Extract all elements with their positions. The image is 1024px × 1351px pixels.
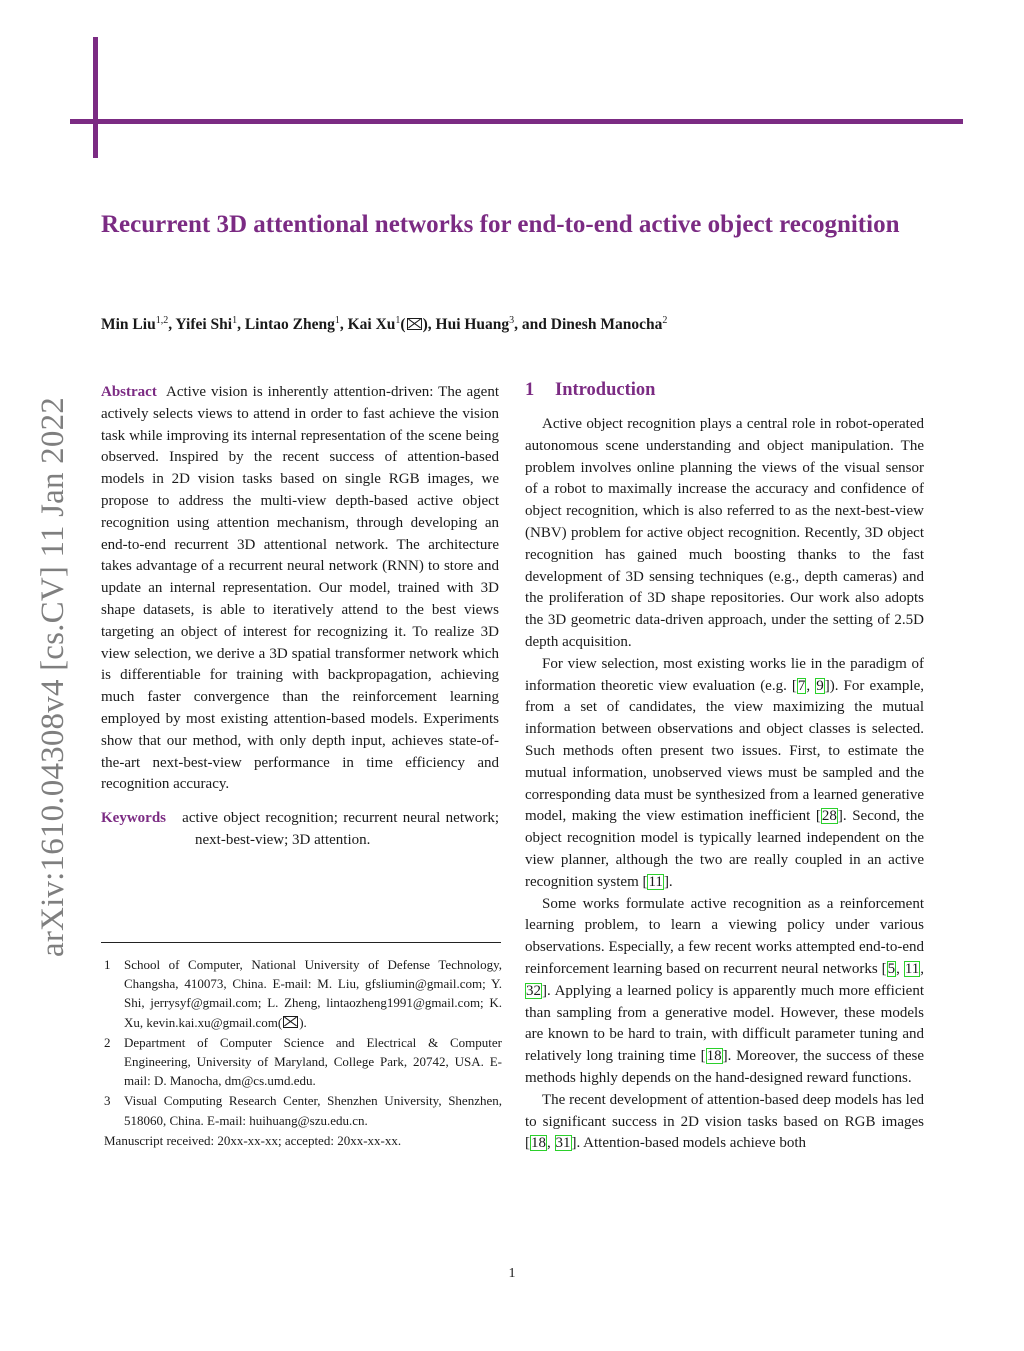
author-affil: 3: [509, 315, 515, 326]
author-name: Min Liu: [101, 316, 156, 334]
keywords-label: Keywords: [101, 810, 166, 827]
envelope-icon: [407, 318, 422, 330]
footnote-item: [104, 1033, 502, 1091]
citation-link[interactable]: 5: [887, 960, 896, 977]
citation-link[interactable]: 18: [531, 1135, 546, 1152]
author-name: Dinesh Manocha: [550, 316, 663, 334]
intro-paragraph-3: Some works formulate active recognition as a reinforcement learning problem, to learn a viewing policy under various observations. Especially, a few recent works attempted end-to-end reinforcement learning based on recurrent neural networks [5, 11, 32]. Applying a learned policy is apparently much more efficient than sampling from a generative model. However, these models are known to be hard to train, with difficult parameter tuning and relatively long training time [18]. Moreover, the success of these methods highly depends on the hand-designed reward functions.: [525, 895, 925, 1086]
intro-paragraph-1: Active object recognition plays a central role in robot-operated autonomous scene understanding and object manipulation. The problem involves online planning the views of the visual sensor of a robot to maximally increase the accuracy and confidence of object recognition, which is also referred to as the next-best-view (NBV) problem for active object recognition. Recently, 3D object recognition has gained much boosting thanks to the fast development of 3D sensing techniques (e.g., depth cameras) and the proliferation of 3D shape repositories. Our work also adopts the 3D geometric data-driven approach, under the setting of 2.5D depth acquisition.: [525, 416, 924, 650]
abstract-text: Active vision is inherently attention-driven: The agent actively selects views to attend in order to fast achieve the vision task while improving its internal representation of the scene being observed. Inspired by the recent success of attention-based models in 2D vision tasks based on single RGB images, we propose to address the multi-view depth-based active object recognition using attention mechanism, through developing an end-to-end recurrent 3D attentional network. The architecture takes advantage of a recurrent neural network (RNN) to store and update an internal representation. Our model, trained with 3D shape datasets, is able to iteratively attend to the best views targeting an object of interest for recognizing it. To realize 3D view selection, we derive a 3D spatial transformer network which is differentiable for training with backpropagation, achieving much faster convergence than the reinforcement learning employed by most existing attention-based models. Experiments show that our method, with only depth input, achieves state-of-the-art next-best-view performance in time efficiency and recognition accuracy.: [101, 384, 499, 793]
author-affil: 2: [662, 315, 668, 326]
section-heading: [525, 378, 924, 402]
footnote-number: 3: [104, 1093, 111, 1109]
keywords: [101, 808, 499, 852]
author-name: Hui Huang: [435, 316, 510, 334]
paper-title: Recurrent 3D attentional networks for end-to-end active object recognition: [101, 211, 900, 238]
citation-link[interactable]: 32: [526, 982, 541, 999]
footnote-item: [104, 1091, 502, 1129]
author-list: Min Liu$^{1,2}$, Yifei Shi$^1$, Lintao Zheng$^1$, Kai Xu$^1$( ), Hui Huang$^3$, and Dinesh Manocha$^2$: [101, 315, 668, 334]
decor-vertical-bar: [93, 37, 98, 158]
footnote-number: 1: [104, 957, 111, 972]
author-affil: 1: [232, 315, 238, 326]
author-affil: 1,2: [155, 315, 169, 326]
footnote-rule: [101, 942, 501, 943]
left-column: [101, 382, 499, 852]
author-name: Lintao Zheng: [244, 316, 335, 334]
arxiv-stamp: arXiv:1610.04308v4 [cs.CV] 11 Jan 2022: [35, 397, 71, 957]
author-name: Yifei Shi: [175, 316, 233, 334]
intro-paragraph-2: For view selection, most existing works lie in the paradigm of information theoretic view evaluation (e.g. [7, 9]). For example, from a set of candidates, the view maximizing the mutual information between observations and object classes is selected. Such methods often present two issues. First, to estimate the mutual information, unobserved views must be sampled and the corresponding data must be synthesized from a learned generative model, making the view estimation inefficient [28]. Second, the object recognition model is typically learned independent on the view planner, although the two are really coupled in an active recognition system [11].: [525, 655, 925, 890]
page-number: 1: [508, 1266, 516, 1281]
author-name: Kai Xu: [347, 316, 396, 334]
citation-link[interactable]: 18: [706, 1048, 722, 1065]
keywords-text: active object recognition; recurrent neural network; next-best-view; 3D attention.: [182, 810, 499, 848]
footnote-text: School of Computer, National University of Defense Technology, Changsha, 410073, China. E-mail: M. Liu, gfsliumin@gmail.com; Y. Shi, jerrysyf@gmail.com; L. Zheng, lintaozheng1991@gmail.com; K. Xu, kevin.kai.xu@gmail.com(: [124, 957, 502, 1030]
citation-link[interactable]: 28: [821, 808, 837, 825]
decor-horizontal-bar: [70, 119, 963, 124]
citation-link[interactable]: 9: [816, 677, 824, 694]
footnote-text: Visual Computing Research Center, Shenzhen University, Shenzhen, 518060, China. E-mail: huihuang@szu.edu.cn.: [124, 1093, 502, 1128]
intro-paragraph-4: The recent development of attention-based deep models has led to significant success in 2D vision tasks based on RGB images [18, 31]. Attention-based models achieve both: [525, 1091, 924, 1152]
citation-link[interactable]: 7: [797, 677, 806, 694]
abstract: [101, 382, 499, 796]
manuscript-note: Manuscript received: 20xx-xx-xx; accepted: 20xx-xx-xx.: [104, 1132, 402, 1148]
footnote-text: Department of Computer Science and Electrical & Computer Engineering, University of Maryland, College Park, 20742, USA. E-mail: D. Manocha, dm@cs.umd.edu.: [124, 1034, 502, 1089]
author-affil: 1: [395, 315, 401, 326]
author-affil: 1: [334, 315, 340, 326]
footnotes: [104, 955, 502, 1150]
section-title: Introduction: [555, 380, 656, 400]
citation-link[interactable]: 11: [648, 873, 663, 890]
footnote-number: 2: [104, 1034, 111, 1050]
right-column: [525, 378, 924, 1155]
footnote-item: [104, 955, 502, 1032]
citation-link[interactable]: 31: [555, 1135, 571, 1152]
citation-link[interactable]: 11: [904, 960, 920, 977]
footnote-text-end: ).: [299, 1014, 307, 1030]
abstract-label: Abstract: [101, 384, 157, 400]
envelope-icon: [283, 1016, 298, 1028]
section-number: 1: [525, 380, 535, 400]
